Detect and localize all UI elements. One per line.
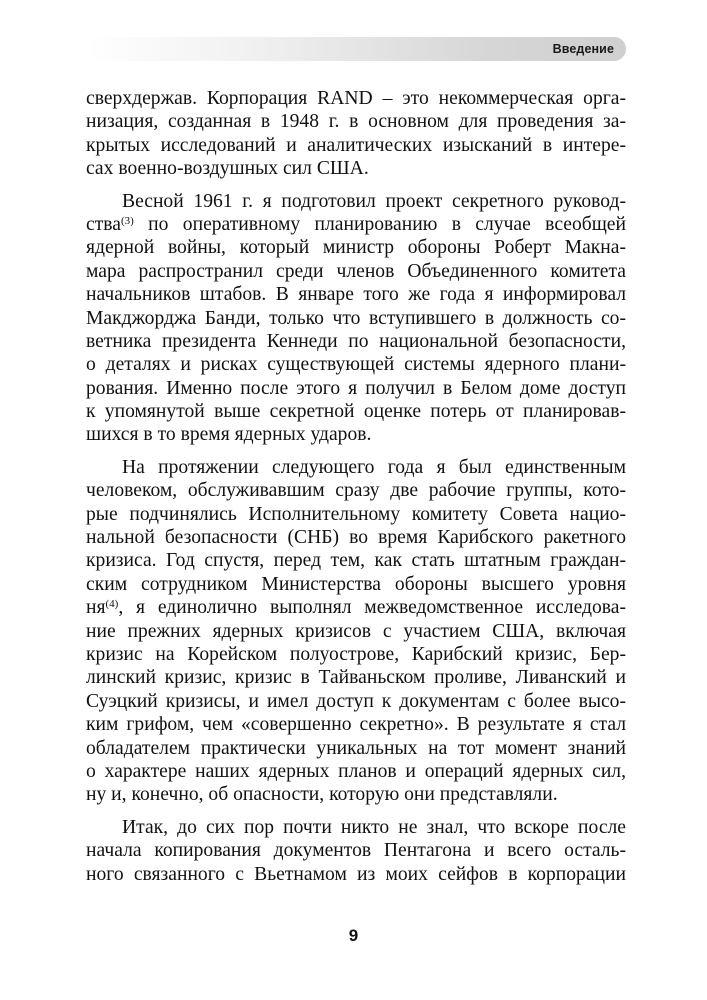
text-line: ским сотрудником Министерства обороны высшего уровня: [86, 573, 626, 595]
text-line: ние прежних ядерных кризисов с участием США, включая: [86, 620, 626, 642]
text-line: На протяжении следующего года я был единственным: [122, 456, 626, 478]
footnote-reference[interactable]: (4): [105, 598, 119, 611]
text-line: Весной 1961 г. я подготовил проект секретного руковод-: [122, 190, 626, 212]
running-head-band: [86, 37, 626, 61]
body-text: [86, 87, 626, 895]
text-line: начала копирования документов Пентагона и всего осталь-: [86, 840, 626, 862]
text-line: начальников штабов. В январе того же года я информировал: [86, 284, 626, 306]
text-fragment: по оперативному планированию в случае всеобщей: [148, 213, 626, 235]
text-line: человеком, обслуживавшим сразу две рабочие группы, кото-: [86, 480, 626, 502]
text-line: ну и, конечно, об опасности, которую они представляли.: [86, 784, 558, 806]
text-line: сверхдержав. Корпорация RAND – это некоммерческая орга-: [86, 88, 626, 109]
text-line: рые подчинялись Исполнительному комитету Совета нацио-: [86, 503, 626, 525]
text-line: кризис на Корейском полуострове, Карибский кризис, Бер-: [86, 643, 626, 665]
text-line: обладателем практически уникальных на тот момент знаний: [86, 737, 626, 759]
text-line: Итак, до сих пор почти никто не знал, что вскоре после: [122, 816, 626, 838]
text-line: о характере наших ядерных планов и операций ядерных сил,: [86, 760, 626, 782]
text-line: к упомянутой выше секретной оценке потерь от планировав-: [86, 401, 626, 423]
text-fragment: ства: [86, 213, 121, 235]
text-line: Суэцкий кризисы, и имел доступ к документам с более высо-: [86, 690, 626, 712]
text-fragment: , я единолично выполнял межведомственное исследова-: [118, 597, 626, 619]
text-line: [86, 596, 626, 619]
footnote-reference[interactable]: (3): [120, 214, 134, 227]
text-fragment: ня: [86, 597, 106, 619]
paragraph: [86, 816, 626, 886]
text-line: ветника президента Кеннеди по национальной безопасности,: [86, 330, 626, 352]
paragraph: [86, 190, 626, 447]
text-line: рования. Именно после этого я получил в Белом доме доступ: [86, 377, 626, 399]
text-line: ким грифом, чем «совершенно секретно». В результате я стал: [86, 714, 626, 736]
page-number: 9: [348, 926, 359, 945]
paragraph: [86, 456, 626, 807]
text-line: сах военно-воздушных сил США.: [86, 158, 369, 180]
text-line: о деталях и рисках существующей системы ядерного плани-: [86, 354, 626, 376]
text-line: шихся в то время ядерных ударов.: [86, 424, 372, 446]
text-line: мара распространил среди членов Объединенного комитета: [86, 260, 626, 282]
text-line: низация, созданная в 1948 г. в основном для проведения за-: [86, 111, 626, 133]
text-line: Макджорджа Банди, только что вступившего в должность со-: [86, 307, 626, 329]
text-line: кризиса. Год спустя, перед тем, как стать штатным граждан-: [86, 550, 626, 572]
text-line: [86, 213, 626, 236]
text-line: ядерной войны, который министр обороны Роберт Макна-: [86, 237, 626, 259]
text-line: ного связанного с Вьетнамом из моих сейфов в корпорации: [86, 863, 626, 885]
running-head: Введение: [552, 42, 614, 56]
paragraph: [86, 87, 626, 181]
text-line: линский кризис, кризис в Тайваньском проливе, Ливанский и: [86, 667, 626, 689]
text-line: крытых исследований и аналитических изысканий в интере-: [86, 134, 626, 156]
text-line: нальной безопасности (СНБ) во время Карибского ракетного: [86, 527, 626, 549]
